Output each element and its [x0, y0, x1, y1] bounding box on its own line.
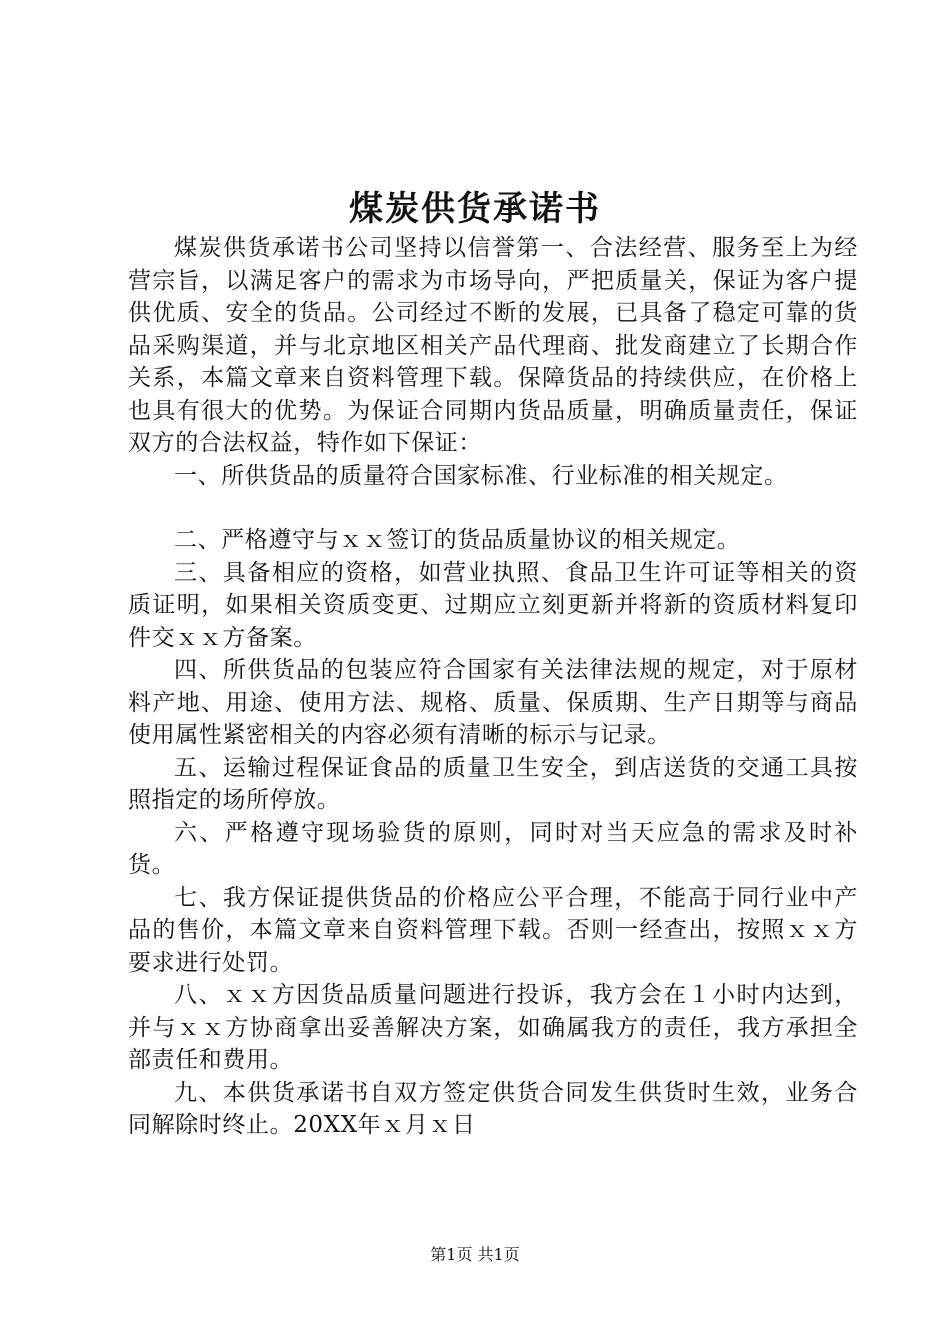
paragraph-item-4: 四、所供货品的包装应符合国家有关法律法规的规定，对于原材料产地、用途、使用方法、规格、质量、保质期、生产日期等与商品使用属性紧密相关的内容必须有清晰的标示与记录。	[128, 657, 858, 748]
paragraph-item-8: 八、ｘｘ方因货品质量问题进行投诉，我方会在１小时内达到，并与ｘｘ方协商拿出妥善解决方案，如确属我方的责任，我方承担全部责任和费用。	[128, 982, 858, 1073]
document-title: 煤炭供货承诺书	[349, 189, 601, 229]
paragraph-item-6: 六、严格遵守现场验货的原则，同时对当天应急的需求及时补货。	[128, 819, 858, 878]
paragraph-item-3: 三、具备相应的资格，如营业执照、食品卫生许可证等相关的资质证明，如果相关资质变更、过期应立刻更新并将新的资质材料复印件交ｘｘ方备案。	[128, 559, 858, 651]
paragraph-item-7: 七、我方保证提供货品的价格应公平合理，不能高于同行业中产品的售价，本篇文章来自资料管理下载。否则一经查出，按照ｘｘ方要求进行处罚。	[128, 884, 858, 976]
paragraph-item-9: 九、本供货承诺书自双方签定供货合同发生供货时生效，业务合同解除时终止。20XX年ｘ月ｘ日	[128, 1079, 858, 1138]
paragraph-intro: 煤炭供货承诺书公司坚持以信誉第一、合法经营、服务至上为经营宗旨，以满足客户的需求为市场导向，严把质量关，保证为客户提供优质、安全的货品。公司经过不断的发展，已具备了稳定可靠的货品采购渠道，并与北京地区相关产品代理商、批发商建立了长期合作关系，本篇文章来自资料管理下载。保障货品的持续供应，在价格上也具有很大的优势。为保证合同期内货品质量，明确质量责任，保证双方的合法权益，特作如下保证：	[128, 235, 858, 456]
paragraph-item-2: 二、严格遵守与ｘｘ签订的货品质量协议的相关规定。	[174, 527, 741, 553]
paragraph-item-5: 五、运输过程保证食品的质量卫生安全，到店送货的交通工具按照指定的场所停放。	[128, 754, 858, 813]
paragraph-item-1: 一、所供货品的质量符合国家标准、行业标准的相关规定。	[174, 462, 788, 489]
document-body	[128, 232, 858, 1142]
page-number-footer: 第1页 共1页	[430, 1245, 520, 1264]
